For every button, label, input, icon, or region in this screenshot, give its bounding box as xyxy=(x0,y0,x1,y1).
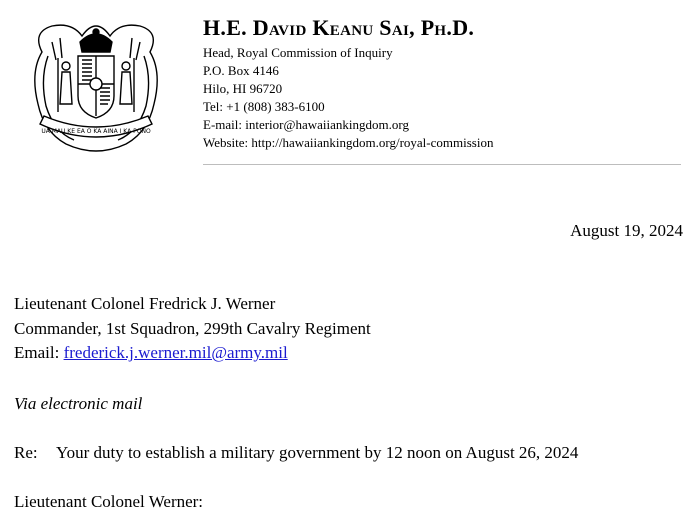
letterhead xyxy=(203,14,683,152)
sender-title: Head, Royal Commission of Inquiry xyxy=(203,45,393,60)
subject-line xyxy=(14,441,578,466)
sender-city: Hilo, HI 96720 xyxy=(203,81,283,96)
royal-coat-of-arms-seal xyxy=(22,12,170,158)
sender-po-box: P.O. Box 4146 xyxy=(203,63,279,78)
seal-motto: UA MAU KE EA O KA AINA I KA PONO xyxy=(41,128,151,135)
sender-email: E-mail: interior@hawaiiankingdom.org xyxy=(203,117,409,132)
delivery-method: Via electronic mail xyxy=(14,394,143,413)
recipient-name: Lieutenant Colonel Fredrick J. Werner xyxy=(14,294,276,313)
recipient-address-block xyxy=(14,292,371,366)
recipient-email-label: Email: xyxy=(14,343,60,362)
sender-website: Website: http://hawaiiankingdom.org/royal-commission xyxy=(203,135,494,150)
recipient-email-link[interactable]: frederick.j.werner.mil@army.mil xyxy=(63,343,288,362)
salutation: Lieutenant Colonel Werner: xyxy=(14,492,204,511)
recipient-email-line xyxy=(14,341,371,366)
letterhead-divider xyxy=(203,164,681,165)
recipient-title: Commander, 1st Squadron, 299th Cavalry Regiment xyxy=(14,318,371,338)
sender-phone: Tel: +1 (808) 383-6100 xyxy=(203,99,325,114)
sender-name: H.E. David Keanu Sai, Ph.D. xyxy=(203,15,475,40)
subject-text: Your duty to establish a military government by 12 noon on August 26, 2024 xyxy=(56,443,579,462)
subject-label: Re: xyxy=(14,443,38,462)
letter-date: August 19, 2024 xyxy=(570,221,683,240)
